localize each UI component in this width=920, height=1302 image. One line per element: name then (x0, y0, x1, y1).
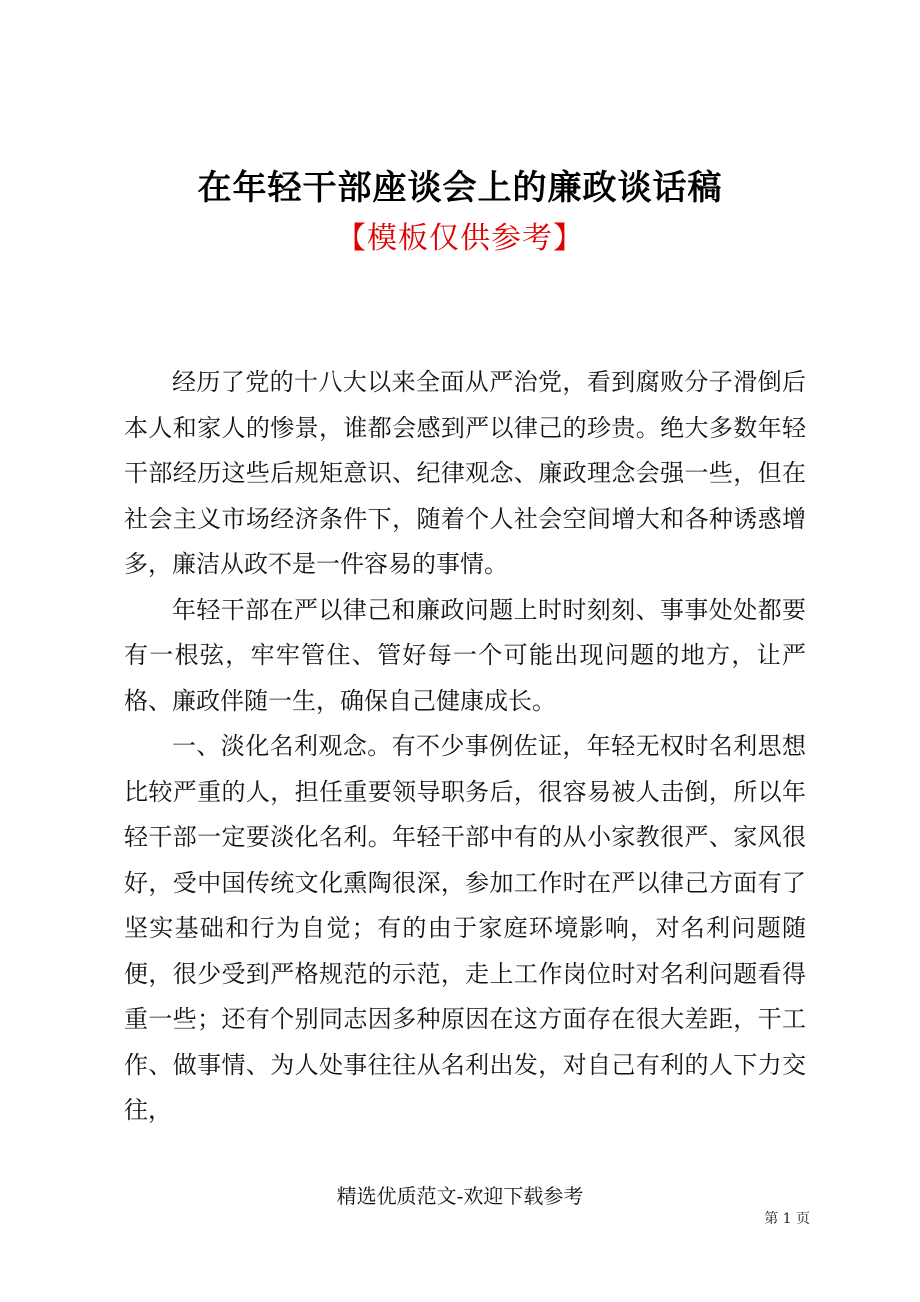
page-number: 第 1 页 (764, 1211, 810, 1227)
paragraph-1: 经历了党的十八大以来全面从严治党，看到腐败分子滑倒后本人和家人的惨景，谁都会感到严以律己的珍贵。绝大多数年轻干部经历这些后规矩意识、纪律观念、廉政理念会强一些，但在社会主义市场经济条件下，随着个人社会空间增大和各种诱惑增多，廉洁从政不是一件容易的事情。 (124, 368, 806, 578)
document-title: 在年轻干部座谈会上的廉政谈话稿 (197, 168, 723, 208)
template-notice: 【模板仅供参考】 (336, 221, 584, 256)
paragraph-2: 年轻干部在严以律己和廉政问题上时时刻刻、事事处处都要有一根弦，牢牢管住、管好每一个可能出现问题的地方，让严格、廉政伴随一生，确保自己健康成长。 (124, 595, 806, 715)
document-body (124, 360, 806, 1134)
paragraph-3: 一、淡化名利观念。有不少事例佐证，年轻无权时名利思想比较严重的人，担任重要领导职务后，很容易被人击倒，所以年轻干部一定要淡化名利。年轻干部中有的从小家教很严、家风很好，受中国传统文化熏陶很深，参加工作时在严以律己方面有了坚实基础和行为自觉；有的由于家庭环境影响，对名利问题随便，很少受到严格规范的示范，走上工作岗位时对名利问题看得重一些；还有个别同志因多种原因在这方面存在很大差距，干工作、做事情、为人处事往往从名利出发，对自己有利的人下力交往， (124, 732, 806, 1124)
page-footer: 精选优质范文-欢迎下载参考 (336, 1184, 584, 1208)
